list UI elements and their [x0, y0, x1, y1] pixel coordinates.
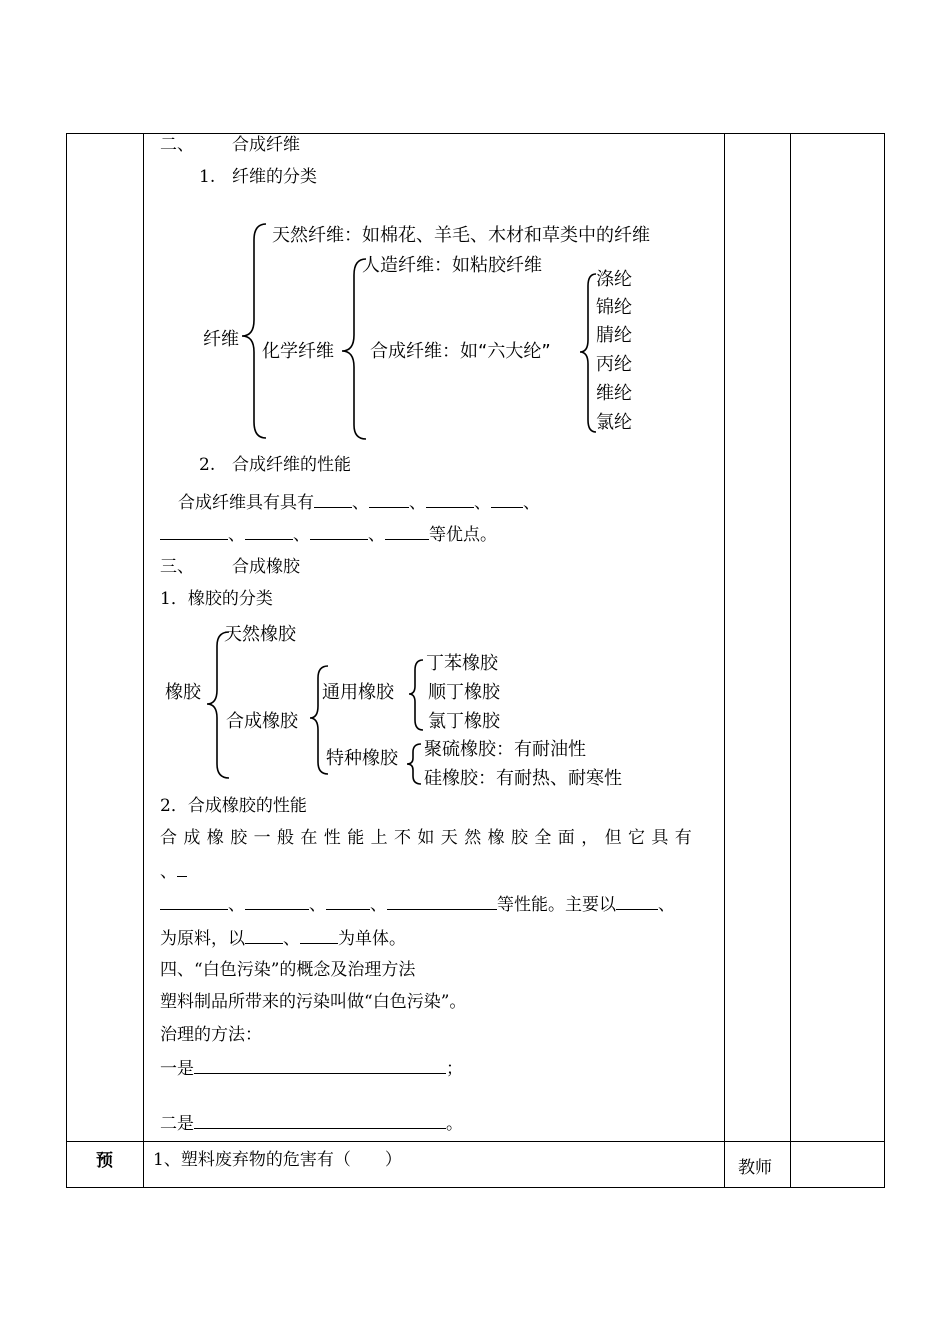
brace-fiber-root	[240, 220, 270, 442]
answer-blank[interactable]	[194, 1057, 446, 1074]
fiber-six-item: 维纶	[596, 383, 632, 404]
rubber-special-item: 聚硫橡胶：有耐油性	[424, 739, 586, 760]
answer-blank[interactable]	[326, 893, 370, 910]
brace-rubber-special	[405, 740, 425, 788]
monomer-text: 为单体。	[338, 929, 406, 949]
method1-end: ；	[446, 1059, 463, 1079]
section2-heading: 合成纤维	[232, 135, 300, 155]
rubber-general-label: 通用橡胶	[322, 682, 394, 703]
section4-heading: 四、“白色污染”的概念及治理方法	[160, 960, 416, 980]
fiber-chemical-label: 化学纤维	[262, 341, 334, 362]
answer-blank[interactable]	[426, 491, 474, 508]
answer-blank[interactable]	[616, 893, 658, 910]
column-divider	[143, 134, 144, 1187]
separator: 、	[160, 862, 177, 882]
separator: 、	[352, 493, 369, 513]
separator: 、	[523, 493, 540, 513]
treatment-methods-label: 治理的方法：	[160, 1025, 262, 1045]
rubber-performance-suffix: 等性能。主要以	[497, 895, 616, 915]
section3-sub2-heading: 2．合成橡胶的性能	[160, 796, 307, 816]
method1-prefix: 一是	[160, 1059, 194, 1079]
separator: 、	[658, 895, 675, 915]
answer-blank[interactable]	[314, 491, 352, 508]
brace-rubber-general	[407, 656, 427, 734]
separator: 、	[293, 525, 310, 545]
section2-sub2-heading: 合成纤维的性能	[232, 455, 351, 475]
separator: 、	[474, 493, 491, 513]
fiber-root-label: 纤维	[203, 329, 239, 350]
column-divider	[724, 134, 725, 1187]
treatment-method-1	[160, 1057, 463, 1079]
fiber-natural-label: 天然纤维：如棉花、羊毛、木材和草类中的纤维	[272, 225, 650, 246]
white-pollution-definition: 塑料制品所带来的污染叫做“白色污染”。	[160, 992, 467, 1012]
rubber-performance-line4	[160, 927, 406, 949]
fiber-six-item: 锦纶	[596, 297, 632, 318]
fiber-six-item: 氯纶	[596, 412, 632, 433]
separator: 、	[228, 525, 245, 545]
answer-blank[interactable]	[385, 523, 429, 540]
section2-sub2-number: 2.	[199, 455, 216, 475]
raw-material-text: 为原料，以	[160, 929, 245, 949]
answer-blank[interactable]	[387, 893, 497, 910]
separator: 、	[370, 895, 387, 915]
fiber-properties-line2	[160, 523, 497, 545]
rubber-performance-line3	[160, 893, 675, 915]
separator: 、	[283, 929, 300, 949]
section2-number: 二、	[160, 135, 194, 155]
separator: 、	[368, 525, 385, 545]
answer-blank[interactable]	[177, 860, 187, 877]
section2-sub1-number: 1.	[199, 167, 216, 187]
rubber-performance-line1: 合成橡胶一般在性能上不如天然橡胶全面，但它具有	[160, 828, 699, 848]
preview-column-label: 预	[96, 1151, 113, 1171]
rubber-general-item: 顺丁橡胶	[428, 682, 500, 703]
answer-blank[interactable]	[310, 523, 368, 540]
method2-end: 。	[446, 1114, 463, 1134]
brace-fiber-chemical	[340, 255, 370, 443]
rubber-performance-line2	[160, 860, 187, 882]
rubber-general-item: 氯丁橡胶	[428, 711, 500, 732]
answer-blank[interactable]	[245, 893, 309, 910]
rubber-special-label: 特种橡胶	[326, 748, 398, 769]
answer-blank[interactable]	[369, 491, 409, 508]
rubber-special-item: 硅橡胶：有耐热、耐寒性	[424, 768, 622, 789]
rubber-general-item: 丁苯橡胶	[426, 653, 498, 674]
section3-number: 三、	[160, 557, 194, 577]
answer-blank[interactable]	[160, 893, 228, 910]
question-plastic-waste: 1、塑料废弃物的危害有（ ）	[153, 1150, 402, 1170]
fiber-properties-prefix: 合成纤维具有具有	[178, 493, 314, 513]
fiber-properties-line1	[178, 491, 540, 513]
rubber-root-label: 橡胶	[165, 682, 201, 703]
answer-blank[interactable]	[245, 927, 283, 944]
fiber-artificial-label: 人造纤维：如粘胶纤维	[362, 255, 542, 276]
section3-heading: 合成橡胶	[232, 557, 300, 577]
method2-prefix: 二是	[160, 1114, 194, 1134]
section3-sub1-heading: 1．橡胶的分类	[160, 589, 273, 609]
teacher-column-label: 教师	[738, 1158, 772, 1178]
fiber-six-item: 丙纶	[596, 354, 632, 375]
brace-rubber-root	[205, 628, 233, 782]
fiber-properties-suffix: 等优点。	[429, 525, 497, 545]
rubber-natural-label: 天然橡胶	[224, 624, 296, 645]
treatment-method-2	[160, 1112, 463, 1134]
fiber-six-item: 涤纶	[596, 269, 632, 290]
row-divider	[67, 1141, 884, 1142]
fiber-six-item: 腈纶	[596, 325, 632, 346]
section2-sub1-heading: 纤维的分类	[232, 167, 317, 187]
rubber-synthetic-label: 合成橡胶	[226, 711, 298, 732]
fiber-synthetic-label: 合成纤维：如“六大纶”	[370, 341, 551, 362]
answer-blank[interactable]	[300, 927, 338, 944]
separator: 、	[409, 493, 426, 513]
answer-blank[interactable]	[160, 523, 228, 540]
separator: 、	[228, 895, 245, 915]
answer-blank[interactable]	[245, 523, 293, 540]
answer-blank[interactable]	[491, 491, 523, 508]
separator: 、	[309, 895, 326, 915]
answer-blank[interactable]	[194, 1112, 446, 1129]
column-divider	[790, 134, 791, 1187]
